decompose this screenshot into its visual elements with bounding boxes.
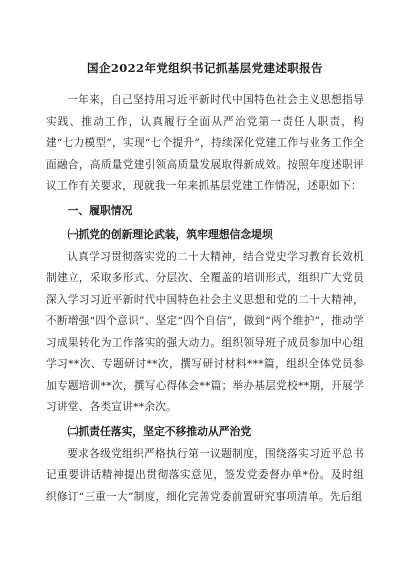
document-title: 国企2022年党组织书记抓基层党建述职报告 <box>87 61 323 75</box>
intro-paragraph: 一年来，自己坚持用习近平新时代中国特色社会主义思想指导实践、推动工作，认真履行全面从严治党第一责任人职责，构建“七力模型”，实现“七个提升”，持续深化党建工作与业务工作全面融合，高质量党建引领高质量发展取得新成效。按照年度述职评议工作有关要求，现就我一年来抓基层党建工作情况，述职如下： <box>46 94 364 192</box>
subsection-paragraph-responsibility: 要求各级党组织严格执行第一议题制度，围绕落实习近平总书记重要讲话精神提出贯彻落实意见，签发党委督办单*份。及时组织修订“三重一大”制度，细化完善党委前置研究事项清单。先后组 <box>46 447 364 503</box>
section-heading-performance: 一、履职情况 <box>67 203 133 217</box>
subsection-paragraph-theory: 认真学习贯彻落实党的二十大精神，结合党史学习教育长效机制建立，采取多形式、分层次、全覆盖的培训形式，组织广大党员深入学习习近平新时代中国特色社会主义思想和党的二十大精神，不断增强“四个意识”、坚定“四个自信”，做到“两个维护”，推动学习成果转化为工作落实的强大动力。组织领导班子成员参加中心组学习**次、专题研讨**次，撰写研讨材料***篇，组织全体党员参加专题培训**次，撰写心得体会**篇；举办基层党校**期，开展学习讲堂、各类宣讲**余次。 <box>46 250 364 413</box>
subsection-heading-responsibility: ㈡抓责任落实，坚定不移推动从严治党 <box>67 424 252 438</box>
subsection-heading-theory: ㈠抓党的创新理论武装，筑牢理想信念堤坝 <box>67 227 273 241</box>
